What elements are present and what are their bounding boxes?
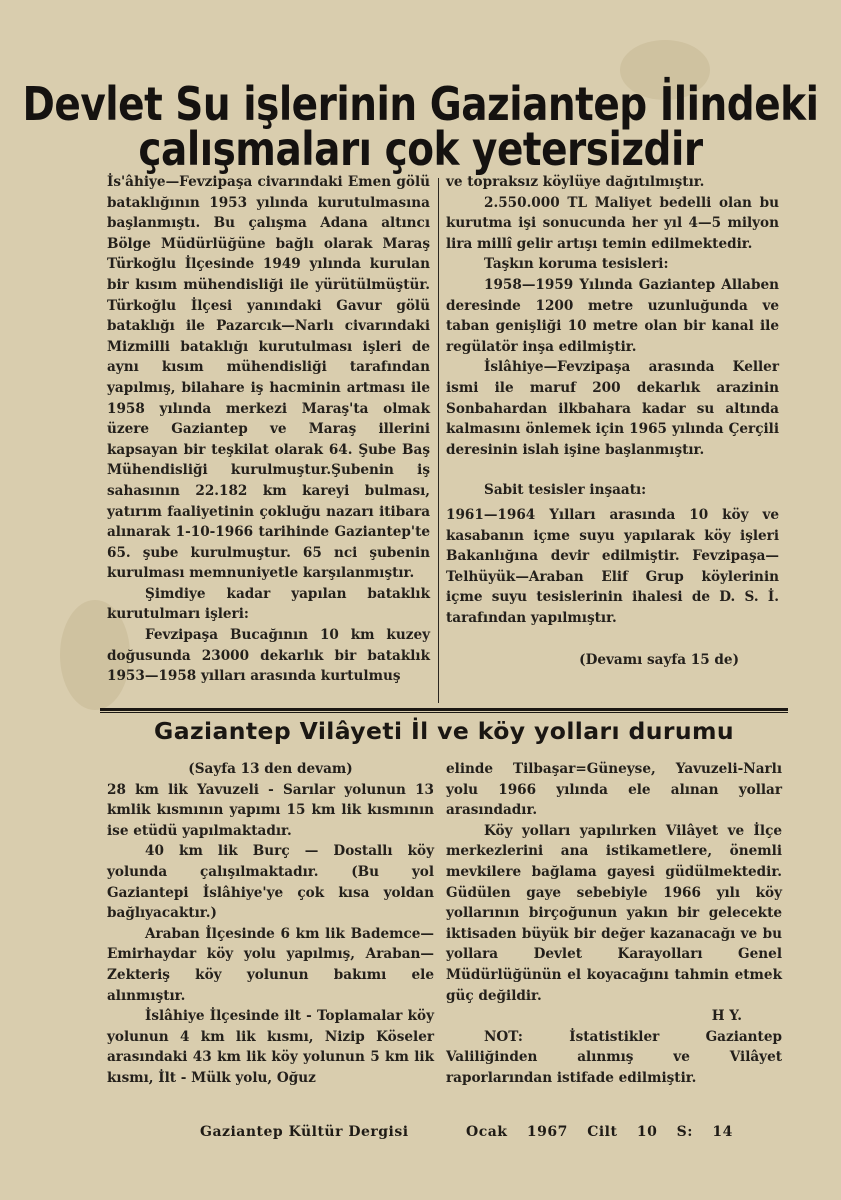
paragraph: Şimdiye kadar yapılan bataklık kurutulmarı işleri:: [107, 585, 430, 623]
paragraph: 1961—1964 Yılları arasında 10 köy ve kasabanın içme suyu yapılarak köy işleri Bakanlığına devir edilmiştir. Fevzipaşa—Telhüyük—Araban Elif Grup köylerinin içme suyu tesislerinin ihalesi de D. S. İ. tarafından yapılmıştır.: [446, 506, 779, 626]
headline-line-2: çalışmaları çok yetersizdir: [138, 123, 703, 177]
paragraph: 28 km lik Yavuzeli - Sarılar yolunun 13 kmlik kısmının yapımı 15 km lik kısmının ise etüdü yapılmaktadır.: [107, 781, 434, 839]
second-left-column: [107, 759, 434, 1089]
paragraph: İs'âhiye—Fevzipaşa civarındaki Emen gölü bataklığının 1953 yılında kurutulmasına başlanmıştı. Bu çalışma Adana altıncı Bölge Müdürlüğüne bağlı olarak Maraş Türkoğlu İlçesinde 1949 yılında kurulan bir kısım mühendisliği ile yürütülmüştür. Türkoğlu İlçesi yanındaki Gavur gölü bataklığı ile Pazarcık—Narlı civarındaki Mizmilli bataklığı kurutulması işleri de aynı kısım mühendisliği tarafından yapılmış, bilahare iş hacminin artması ile 1958 yılında merkezi Maraş'ta olmak üzere Gaziantep ve Maraş illerini kapsayan bir teşkilat olarak 64. Şube Baş Mühendisliği kurulmuştur.Şubenin iş sahasının 22.182 km kareyi bulması, yatırım faaliyetinin çokluğu nazarı itibara alınarak 1-10-1966 tarihinde Gaziantep'te 65. şube kurulmuştur. 65 nci şubenin kurulması memnuniyetle karşılanmıştır.: [107, 174, 430, 582]
author-initials: H Y.: [711, 1008, 742, 1025]
paragraph: İslâhiye İlçesinde ilt - Toplamalar köy yolunun 4 km lik kısmı, Nizip Köseler arasındaki 43 km lik köy yolunun 5 km lik kısmı, İlt - Mülk yolu, Oğuz: [107, 1008, 434, 1086]
paragraph: Köy yolları yapılırken Vilâyet ve İlçe merkezlerini ana istikametlere, önemli mevkilere bağlama gayesi güdülmektedir. Güdülen gaye sebebiyle 1966 yılı köy yollarının birçoğunun yakın bir gelecekte iktisaden büyük bir değer kazanacağı ve bu yollara Devlet Karayolları Genel Müdürlüğünün el koyacağını tahmin etmek güç değildir.: [446, 822, 782, 1004]
continuation-note: (Devamı sayfa 15 de): [579, 652, 739, 669]
paragraph: 1958—1959 Yılında Gaziantep Allaben deresinde 1200 metre uzunluğunda ve taban genişliği 10 metre olan bir kanal ile regülatör inşa edilmiştir.: [446, 276, 779, 355]
paragraph: Fevzipaşa Bucağının 10 km kuzey doğusunda 23000 dekarlık bir bataklık 1953—1958 yılları arasında kurtulmuş: [107, 627, 430, 685]
section-heading: Sabit tesisler inşaatı:: [484, 482, 647, 499]
paragraph: 40 km lik Burç — Dostallı köy yolunda çalışılmaktadır. (Bu yol Gaziantepi İslâhiye'ye çok kısa yoldan bağlıyacaktır.): [107, 843, 434, 922]
second-headline: Gaziantep Vilâyeti İl ve köy yolları durumu: [154, 717, 734, 745]
continuation-note: (Sayfa 13 den devam): [188, 761, 353, 777]
section-rule: [100, 708, 788, 711]
paragraph: ve topraksız köylüye dağıtılmıştır.: [446, 174, 705, 190]
paragraph: elinde Tilbaşar=Güneyse, Yavuzeli-Narlı yolu 1966 yılında ele alınan yollar arasındadır.: [446, 761, 782, 819]
section-heading: Taşkın koruma tesisleri:: [484, 256, 669, 273]
issue-info: Ocak 1967 Cilt 10 S: 14: [466, 1124, 733, 1140]
article-left-column: [107, 172, 430, 687]
column-divider: [438, 178, 439, 703]
article-right-column: [446, 172, 779, 671]
magazine-name: Gaziantep Kültür Dergisi: [200, 1124, 409, 1140]
paragraph: İslâhiye—Fevzipaşa arasında Keller ismi ile maruf 200 dekarlık arazinin Sonbahardan ilkbahara kadar su altında kalmasını önlemek için 1965 yılında Çerçili deresinin islah işine başlanmıştır.: [446, 359, 779, 458]
headline-line-1: Devlet Su işlerinin Gaziantep İlindeki: [22, 78, 819, 132]
second-right-column: [446, 759, 782, 1089]
paragraph: Araban İlçesinde 6 km lik Bademce—Emirhaydar köy yolu yapılmış, Araban—Zekteriş köy yolunun bakımı ele alınmıştır.: [107, 925, 434, 1004]
paragraph: 2.550.000 TL Maliyet bedelli olan bu kurutma işi sonucunda her yıl 4—5 milyon lira millî gelir artışı temin edilmektedir.: [446, 194, 779, 252]
section-rule: [100, 712, 788, 713]
note: NOT: İstatistikler Gaziantep Valiliğinden alınmış ve Vilâyet raporlarından istifade edilmiştir.: [446, 1028, 782, 1086]
